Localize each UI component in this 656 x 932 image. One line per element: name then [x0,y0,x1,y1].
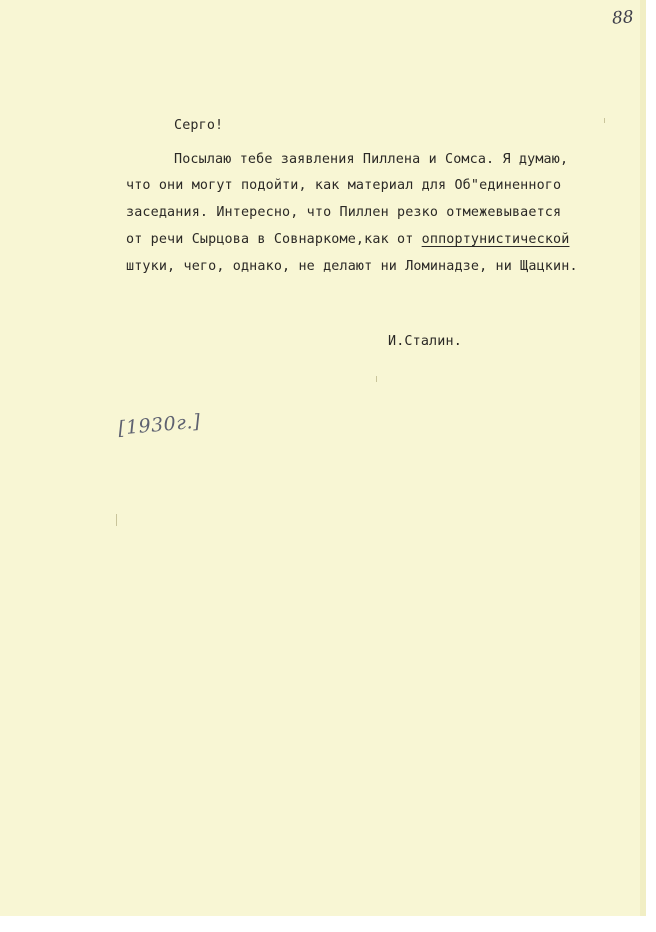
paper-mark [116,514,117,526]
signature: И.Сталин. [388,334,462,349]
body-line-3: заседания. Интересно, что Пиллен резко отмежевывается [126,205,562,220]
paper-mark [604,118,605,123]
archive-page-number: 88 [611,7,635,29]
handwritten-date-note: [1930г.] [117,410,202,440]
body-line-5: штуки, чего, однако, не делают ни Ломинадзе, ни Щацкин. [126,259,578,274]
body-line-4-text: от речи Сырцова в Совнаркоме,как от [126,232,422,247]
body-line-2: что они могут подойти, как материал для Об"единенного [126,178,562,193]
body-line-1: Посылаю тебе заявления Пиллена и Сомса. Я думаю, [174,152,569,167]
paper-mark [376,376,377,382]
body-line-4 [126,232,569,247]
underlined-word: оппортунистической [421,232,570,247]
scan-margin [0,916,656,932]
salutation: Серго! [174,118,224,133]
